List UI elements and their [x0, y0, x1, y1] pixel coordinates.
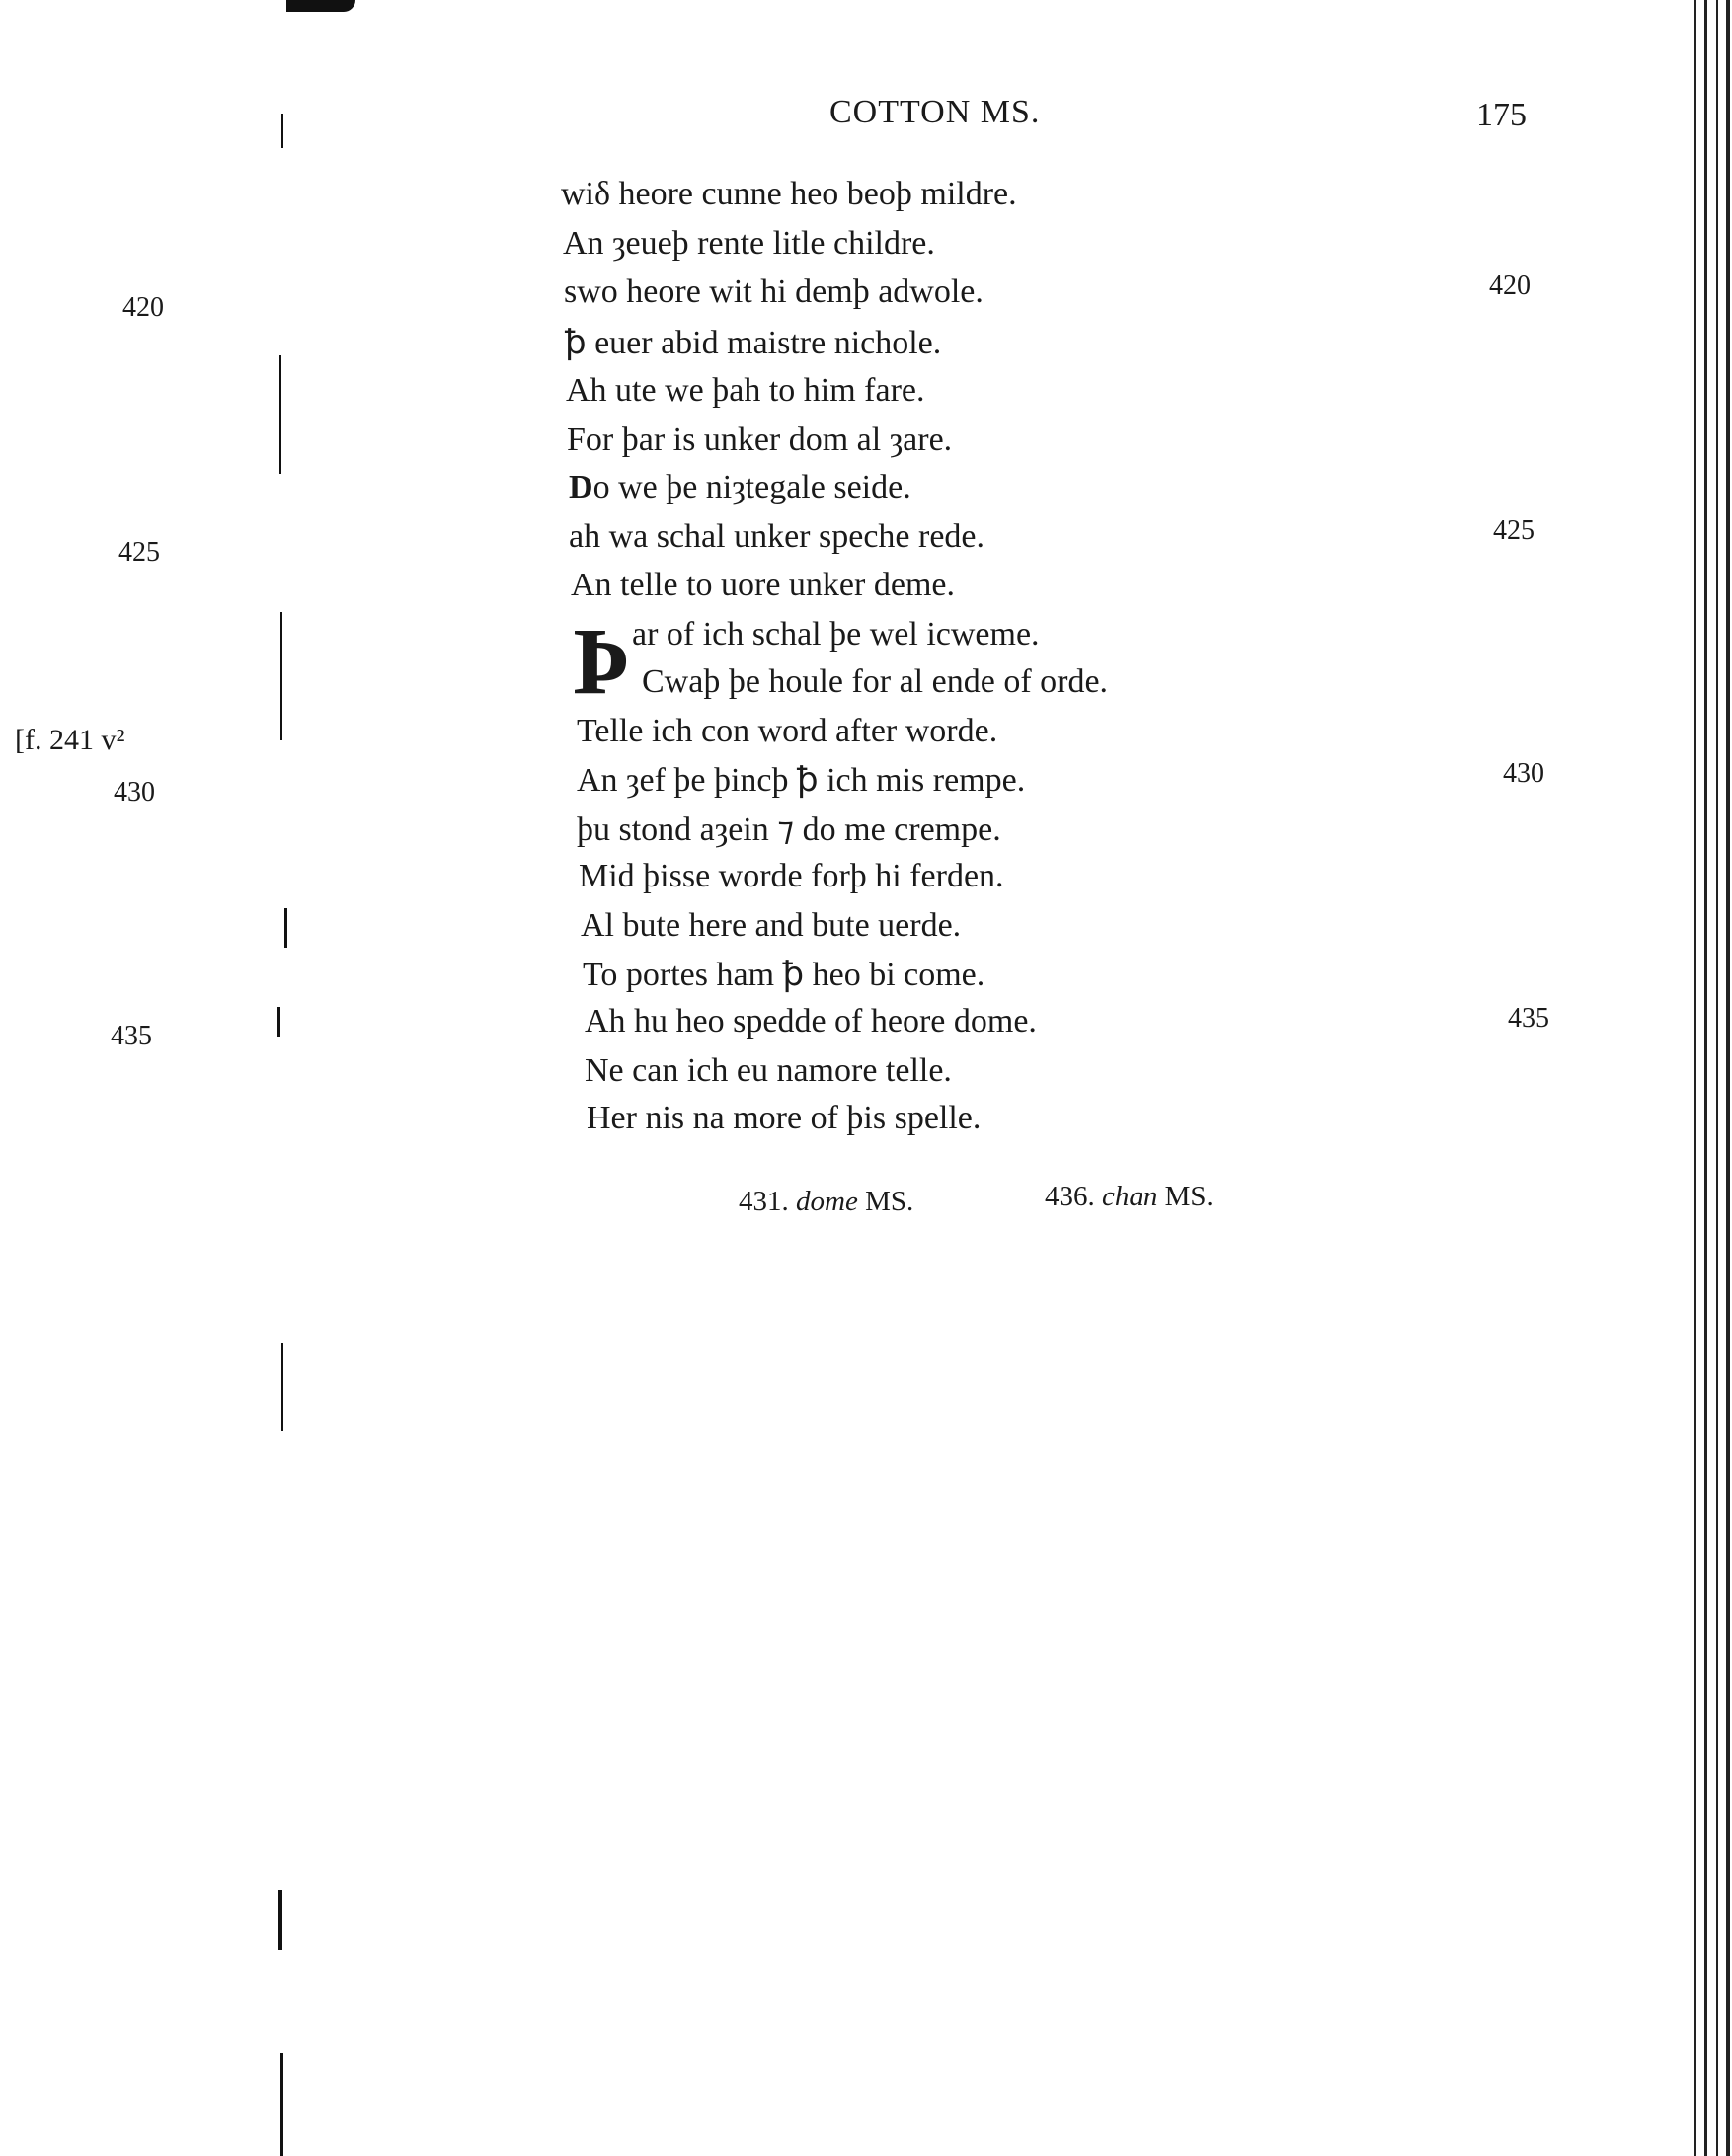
footnote	[739, 1186, 913, 1218]
gutter-line	[280, 612, 282, 740]
footnote-suffix: MS.	[865, 1186, 914, 1217]
footnote-word: dome	[796, 1186, 858, 1217]
verse-line: ah wa schal unker speche rede.	[569, 518, 985, 555]
verse-line: ꝥ euer abid maistre nichole.	[565, 325, 942, 361]
footnote-word: chan	[1102, 1181, 1158, 1212]
line-number-right: 430	[1503, 758, 1544, 789]
verse-line: To portes ham ꝥ heo bi come.	[583, 957, 985, 993]
footnote-number: 436.	[1045, 1181, 1095, 1212]
verse-line: Mid þisse worde forþ hi ferden.	[579, 858, 1004, 894]
line-number-right: 425	[1493, 515, 1535, 546]
verse-line: swo heore wit hi demþ adwole.	[564, 273, 984, 310]
footnote-number: 431.	[739, 1186, 789, 1217]
line-number-right: 420	[1489, 270, 1531, 301]
verse-line: Ne can ich eu namore telle.	[585, 1052, 952, 1089]
verse-text: o we þe niȝtegale seide.	[592, 469, 911, 505]
verse-line: An ȝeueþ rente litle childre.	[563, 225, 935, 262]
scan-smudge-top	[286, 0, 355, 12]
gutter-line	[281, 1343, 283, 1431]
initial-thorn: Þ	[573, 608, 631, 714]
verse-line: Al bute here and bute uerde.	[581, 907, 962, 944]
folio-reference: [f. 241 v²	[15, 724, 125, 756]
verse-line: An telle to uore unker deme.	[571, 567, 955, 603]
line-number-left: 435	[111, 1021, 152, 1051]
verse-line: Cwaþ þe houle for al ende of orde.	[642, 663, 1109, 700]
verse-line: An ȝef þe þincþ ꝥ ich mis rempe.	[577, 762, 1026, 799]
page-title: COTTON MS.	[829, 94, 1041, 130]
verse-line: For þar is unker dom al ȝare.	[567, 422, 953, 458]
verse-line: Telle ich con word after worde.	[577, 713, 998, 749]
gutter-line	[279, 355, 281, 474]
gutter-line	[280, 2053, 283, 2156]
verse-line: Ah hu heo spedde of heore dome.	[585, 1003, 1037, 1040]
line-number-left: 430	[114, 777, 155, 808]
drop-cap-d: D	[569, 469, 593, 505]
footnote	[1045, 1181, 1214, 1213]
page-number: 175	[1476, 97, 1527, 133]
verse-line: wiδ heore cunne heo beoþ mildre.	[561, 176, 1017, 212]
line-number-right: 435	[1508, 1003, 1549, 1034]
gutter-line	[281, 114, 283, 148]
verse-line: Her nis na more of þis spelle.	[587, 1100, 982, 1136]
verse-line: þu stond aȝein ⁊ do me crempe.	[577, 811, 1001, 848]
gutter-line	[278, 1890, 282, 1950]
verse-line: Ah ute we þah to him fare.	[566, 372, 925, 409]
verse-line	[569, 469, 911, 506]
line-number-left: 420	[122, 292, 164, 323]
binding-edge	[1687, 0, 1732, 2156]
gutter-line	[277, 1007, 280, 1037]
gutter-line	[284, 908, 287, 948]
line-number-left: 425	[118, 537, 160, 568]
verse-line: ar of ich schal þe wel icweme.	[632, 616, 1040, 653]
footnote-suffix: MS.	[1164, 1181, 1214, 1212]
